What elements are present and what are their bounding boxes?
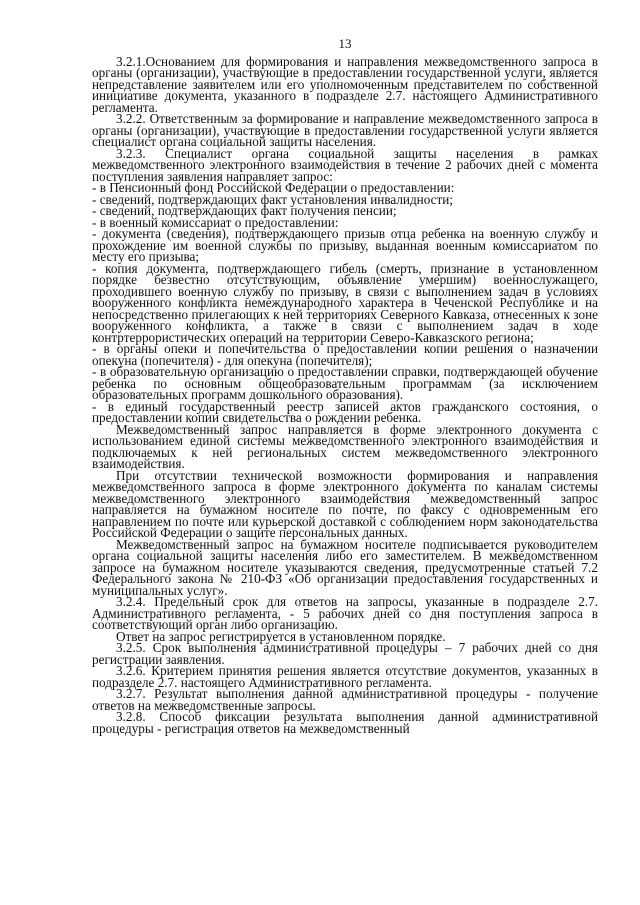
- paragraph-paper-request: При отсутствии технической возможности формирования и направления межведомственного запроса в форме электронного документа по каналам системы межведомственного электронного взаимодействия межведомственный запрос направляется на бумажном носителе по почте, по факсу с одновременным его направлением по почте или курьерской доставкой с соблюдением норм законодательства Российской Федерации о защите персональных данных.: [92, 467, 598, 540]
- paragraph-response-registration: Ответ на запрос регистрируется в установленном порядке.: [116, 628, 446, 644]
- document-page: [92, 38, 598, 734]
- page-number: 13: [338, 36, 352, 51]
- paragraph-request-signature: Межведомственный запрос на бумажном носителе подписывается руководителем органа социальной защиты населения либо его заместителем. В межведомственном запросе на бумажном носителе указываются сведения, предусмотренные статьей 7.2 Федерального закона № 210-ФЗ «Об организации предоставления государственных и муниципальных услуг».: [92, 536, 598, 598]
- list-item-civil-registry: - в единый государственный реестр записей актов гражданского состояния, о предоставлении копии свидетельства о рождении ребенка.: [92, 398, 598, 425]
- paragraph-electronic-request: Межведомственный запрос направляется в форме электронного документа с использованием единой системы межведомственного электронного взаимодействия и подключаемых к ней региональных систем межведомственного электронного взаимодействия.: [92, 421, 598, 471]
- paragraph-3-2-2: 3.2.2. Ответственным за формирование и направление межведомственного запроса в органы (организации), участвующие в предоставлении государственной услуги является специалист органа социальной защиты населения.: [92, 111, 598, 149]
- list-item-military-commissariat: - в военный комиссариат о предоставлении:: [92, 214, 339, 230]
- paragraph-3-2-7: 3.2.7. Результат выполнения данной административной процедуры - получение ответов на межведомственные запросы.: [92, 686, 598, 713]
- list-item-education: - в образовательную организацию о предоставлении справки, подтверждающей обучение ребенка по основным общеобразовательным программам (за исключением образовательных программ дошкольного образования).: [92, 364, 598, 402]
- list-item-disability-info: - сведений, подтверждающих факт установления инвалидности;: [92, 191, 454, 207]
- list-item-pension-fund: - в Пенсионный фонд Российской Федерации о предоставлении:: [92, 180, 455, 195]
- paragraph-3-2-8: 3.2.8. Способ фиксации результата выполнения данной административной процедуры - регистрация ответов на межведомственный: [92, 709, 598, 736]
- list-item-military-document: - документа (сведения), подтверждающего призыв отца ребенка на военную службу и прохождение им военной службы по призыву, выданная военным комиссариатом по месту его призыва;: [92, 226, 598, 264]
- document-body: [92, 53, 598, 736]
- paragraph-3-2-4: 3.2.4. Предельный срок для ответов на запросы, указанные в подразделе 2.7. Административного регламента, - 5 рабочих дней со дня поступления запроса в соответствующий орган либо организацию.: [92, 594, 598, 632]
- paragraph-3-2-5: 3.2.5. Срок выполнения административной процедуры – 7 рабочих дней со дня регистрации заявления.: [92, 640, 598, 667]
- list-item-death-document: - копия документа, подтверждающего гибель (смерть, признание в установленном порядке безвестно отсутствующим, объявление умершим) военнослужащего, проходившего военную службу по призыву, в связи с выполнением задач в условиях вооруженного конфликта немеждународного характера в Чеченской Республике и на непосредственно прилегающих к ней территориях Северного Кавказа, отнесенных к зоне вооруженного конфликта, а также в связи с выполнением задач в ходе контртеррористических операций на территории Северо-Кавказского региона;: [92, 260, 598, 345]
- list-item-guardianship: - в органы опеки и попечительства о предоставлении копии решения о назначении опекуна (попечителя) - для опекуна (попечителя);: [92, 341, 598, 368]
- paragraph-3-2-6: 3.2.6. Критерием принятия решения является отсутствие документов, указанных в подразделе 2.7. настоящего Административного регламента.: [92, 663, 598, 690]
- list-item-pension-info: - сведений, подтверждающих факт получения пенсии;: [92, 203, 397, 218]
- paragraph-3-2-3: 3.2.3. Специалист органа социальной защиты населения в рамках межведомственного электронного взаимодействия в течение 2 рабочих дней с момента поступления заявления направляет запрос:: [92, 145, 598, 184]
- paragraph-3-2-1: 3.2.1.Основанием для формирования и направления межведомственного запроса в органы (организации), участвующие в предоставлении государственной услуги, является непредставление заявителем или его уполномоченным представителем по собственной инициативе документа, указанного в подразделе 2.7. настоящего Административного регламента.: [92, 53, 598, 115]
